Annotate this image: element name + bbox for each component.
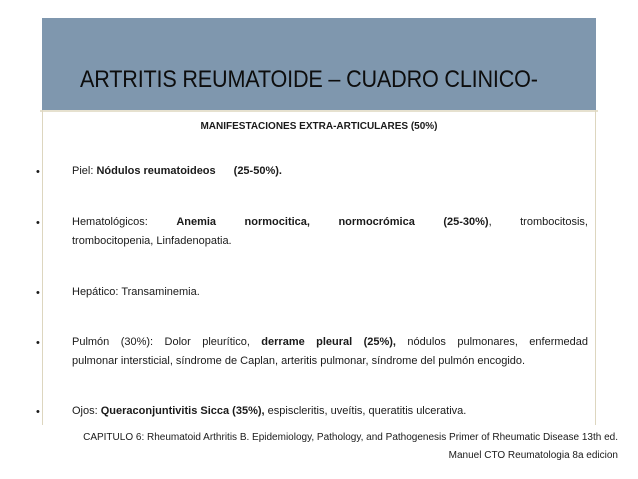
bullet-icon: • [36, 217, 40, 229]
hemato-normocromica: normocrómica [338, 216, 415, 228]
ojos-bold: Queraconjuntivitis Sicca (35%), [100, 405, 265, 417]
list-item-hematologicos [72, 213, 588, 251]
hemato-anemia: Anemia [176, 216, 217, 228]
list-item-pulmon [72, 333, 588, 371]
bullet-icon: • [36, 166, 40, 178]
header-banner [42, 18, 596, 110]
pulmon-line-1 [72, 333, 588, 352]
hemato-normocitica: normocitica, [244, 216, 310, 228]
hepatico-text: Hepático: Transaminemia. [72, 286, 200, 298]
list-item-piel [72, 162, 588, 181]
ojos-rest: espiscleritis, uveítis, queratitis ulcerativa. [264, 405, 467, 417]
content-frame [42, 110, 596, 425]
list-item-hepatico [72, 283, 588, 302]
hemato-line-1 [72, 213, 588, 232]
pulmon-bold: derrame pleural (25%), [261, 336, 396, 348]
ojos-lead: Ojos: [72, 405, 101, 417]
hemato-rest: , trombocitosis, [488, 216, 588, 228]
pulmon-rest: nódulos pulmonares, enfermedad [396, 336, 588, 348]
bullet-icon: • [36, 337, 40, 349]
bullet-icon: • [36, 287, 40, 299]
pulmon-line-2: pulmonar intersticial, síndrome de Caplan, arteritis pulmonar, síndrome del pulmón encogido. [72, 355, 526, 367]
pulmon-lead: Pulmón (30%): Dolor pleurítico, [72, 336, 262, 348]
piel-bold: Nódulos reumatoideos [96, 165, 216, 177]
hemato-label: Hematológicos: [72, 216, 148, 228]
list-item-ojos [72, 402, 588, 421]
reference-line-1: CAPITULO 6: Rheumatoid Arthritis B. Epidemiology, Pathology, and Pathogenesis Primer of Rheumatic Disease 13th ed. [83, 432, 618, 443]
bullet-icon: • [36, 406, 40, 418]
slide-title: ARTRITIS REUMATOIDE – CUADRO CLINICO- [80, 66, 538, 93]
reference-line-2: Manuel CTO Reumatologia 8a edicion [448, 450, 618, 461]
piel-pct: (25-50%). [233, 165, 282, 177]
piel-label: Piel: [72, 165, 97, 177]
hemato-line-2: trombocitopenia, Linfadenopatia. [72, 235, 232, 247]
section-subtitle: MANIFESTACIONES EXTRA-ARTICULARES (50%) [200, 121, 438, 132]
hemato-pct: (25-30%) [443, 216, 489, 228]
